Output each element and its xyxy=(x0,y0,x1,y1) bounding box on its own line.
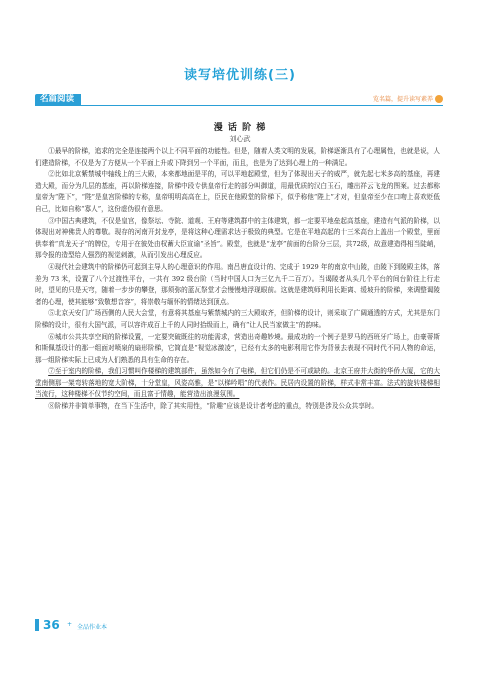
paragraph-6: ⑥城市公共共享空间的阶梯设置，一定要突破既往的功能需求，营造出奇趣妙境。最成功的一个例子是罗马的西班牙广场上，由豪蒂斯和斯佩基设计的那一组面对喷泉的扇形阶梯，它简直是“视觉冰激凌”，已经有太多的电影利用它作为背景去表现不同时代不同人物的命运，那一组阶梯实际上已成为人们熟悉的具有生命的存在。 xyxy=(35,332,440,364)
page-title: 读写培优训练(三) xyxy=(184,68,296,83)
paragraph-3: ③中国古典建筑，不仅是皇宫，像祭坛、寺院、道观、王府等建筑群中的主体建筑，都一定要平地垒起高基座，建造有气派的阶梯，以体现出对神佛贵人的尊敬。现存的河南开封龙亭，是将这种心理需求达于极致的典型。它是在平地高起的十三米高台上盖出一个殿堂，里面供奉着“真龙天子”的牌位，专用于在彼处由权蓄大臣宣谕“圣旨”。殿堂，也就是“龙亭”前面的台阶分三层，共72级，故意建造得相当陡峭，那令报的造型给人强烈的视觉刺激，从而引发出心理反应。 xyxy=(35,216,440,260)
badge-icon xyxy=(435,95,443,103)
paragraph-7: ⑦至于室内的阶梯，我们习惯叫作楼梯的建筑部件，虽然如今有了电梯，但它们仍是不可或缺的。北京王府井大街的华侨大厦，它的大堂南侧那一架弯转落地的宽大阶梯，十分堂皇，风姿高雅，是“以梯吟唱”的代表作。民居内设置的阶梯，样式非常丰富。法式的旋转楼梯相当流行，这种楼梯不仅节约空间，而且富于情趣，能营造出浪漫氛围。 xyxy=(35,367,440,399)
paragraph-8: ⑧阶梯并非简单事物，在当下生活中，除了其实用性，“阶趣”应该是设计者考虑的重点，特别是涉及公众共享时。 xyxy=(48,402,379,411)
footer-accent-bar xyxy=(35,619,39,631)
footer-book-label: 全品作业本 xyxy=(77,624,108,631)
section-header xyxy=(35,94,443,106)
paragraph-2: ②比如北京紫禁城中轴线上的三大殿，本来都地面是平的，可以平地起殿堂，但为了体现出天子的威严，就先起七米多高的基座，再建造大殿，而分为几层的基座，再以阶梯连接，阶梯中段专供皇帝行走的部分叫御道，用最优质的汉白玉石，雕出祥云飞龙的图案。过去都称皇帝为“陛下”，“陛”是皇宫阶梯的专称，皇帝明明高高在上，臣民在他殿堂的阶梯下，似乎称他“陛上”才对，但皇帝至少在口吻上喜欢贬低自己，比如自称“寡人”，这份虚伪很有意思。 xyxy=(35,170,440,213)
paragraph-4: ④现代社会建筑中的阶梯仍可起到主导人的心理意识的作用。南吕唐直设计的、完成于 1929 年的南京中山陵，由陵下到陵殿主体，落差为 73 米，设置了八个过渡性平台，一共有 392 级台阶（当时中国人口为三亿九千二百万）。当谒陵者从头几个平台的间台阶往上行走时，望见的只是天穹，随着一步步的攀登，那须弥的蓝瓦祭堂才会慢慢地浮现眼前。这就是建筑师利用长距离、缓坡升的阶梯，来调整谒陵者的心理，使其能够“致敬想音容”，将崇敬与缅怀的情绪达到顶点。 xyxy=(35,262,440,306)
paragraph-1: ①最早的阶梯，追求的完全是连接两个以上不同平面的功能性。但是，随着人类文明的发展，阶梯逐渐具有了心理属性，也就是说，人们建造阶梯，不仅是为了方便从一个平面上升或下降到另一个平面，而且，也是为了达到心理上的一种满足。 xyxy=(35,147,440,167)
paragraph-5: ⑤北京天安门广场西侧的人民大会堂，有意将其基座与紫禁城内的三大殿取齐，但阶梯的设计，则采取了广阔通透的方式，尤其是东门阶梯的设计，很有大国气派，可以容许成百上千的人同时拾级而上，确有“让人民当家做主”的韵味。 xyxy=(35,309,440,329)
section-divider xyxy=(35,105,443,106)
section-tab: 名篇阅读 xyxy=(35,94,81,105)
section-tagline: 览名篇，提升读写素养 xyxy=(372,96,433,103)
article-body xyxy=(35,146,440,413)
article-title: 漫 话 阶 梯 xyxy=(213,123,267,133)
page-footer xyxy=(35,618,155,632)
footer-plus: + xyxy=(67,621,73,628)
page-number: 36 xyxy=(43,618,60,632)
article-author: 刘心武 xyxy=(229,135,251,143)
